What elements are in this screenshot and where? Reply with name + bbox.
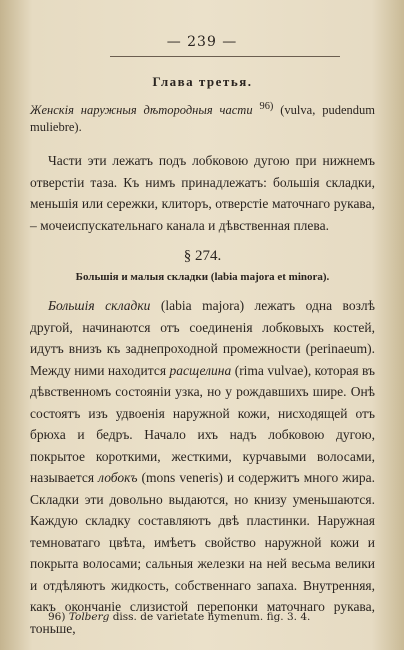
main-paragraph	[30, 295, 375, 639]
main-lead-italic: Большія складки	[48, 298, 151, 314]
chapter-subtitle	[30, 98, 375, 136]
chapter-footnote-ref: 96)	[259, 101, 274, 112]
chapter-subtitle-italic: Женскія наружныя дѣтородныя части	[30, 103, 253, 118]
chapter-subtitle-latin: (vulva, pudendum muliebre).	[30, 103, 375, 135]
main-text-1: (labia majora) лежатъ одна возлѣ другой, начинаются отъ соединенія лобковыхъ костей, идутъ внизъ къ заднепроходной промежности (perinaeum). Между ними находится	[30, 298, 375, 378]
main-italic-3: лобокъ	[98, 470, 138, 486]
page-content	[30, 74, 375, 639]
footnote	[48, 611, 378, 623]
footnote-text: diss. de varietate hymenum. fig. 3. 4.	[112, 611, 311, 623]
chapter-title: Глава третья.	[152, 74, 253, 89]
section-number: § 274.	[183, 248, 222, 265]
main-text-3: (mons veneris) и содержитъ много жира. Складки эти довольно выдаются, но книзу уменьшаются. Каждую складку составляютъ двѣ пластинки. Наружная темноватаго цвѣта, имѣетъ свойство наружной кожи и покрыта волосами; сальныя железки на ней весьма велики и отдѣляютъ жидкость, собственнаго запаха. Внутренняя, какъ окончаніе слизистой перепонки маточнаго рукава, тоньше,	[30, 470, 375, 636]
footnote-author: Tolberg	[68, 611, 110, 623]
footnote-number: 96)	[48, 611, 66, 623]
intro-paragraph: Части эти лежатъ подъ лобковою дугою при нижнемъ отверстіи таза. Къ нимъ принадлежатъ: большія складки, меньшія или сережки, клиторъ, отверстіе маточнаго рукава, – мочеиспускательнаго канала и дѣвственная плева.	[30, 153, 375, 233]
section-title: Большія и малыя складки (labia majora et minora).	[75, 271, 330, 284]
page-number: — 239 —	[166, 34, 238, 50]
main-text-2: (rima vulvae), которая въ дѣвственномъ состояніи узка, но у рождавшихъ шире. Онѣ состоятъ изъ удвоенія наружной кожи, нисходящей отъ брюха и бедръ. Начало ихъ надъ лобковою дугою, покрытое короткими, жесткими, курчавыми волосами, называется	[30, 362, 375, 486]
header-rule	[110, 56, 340, 57]
main-italic-2: расщелина	[169, 362, 232, 378]
